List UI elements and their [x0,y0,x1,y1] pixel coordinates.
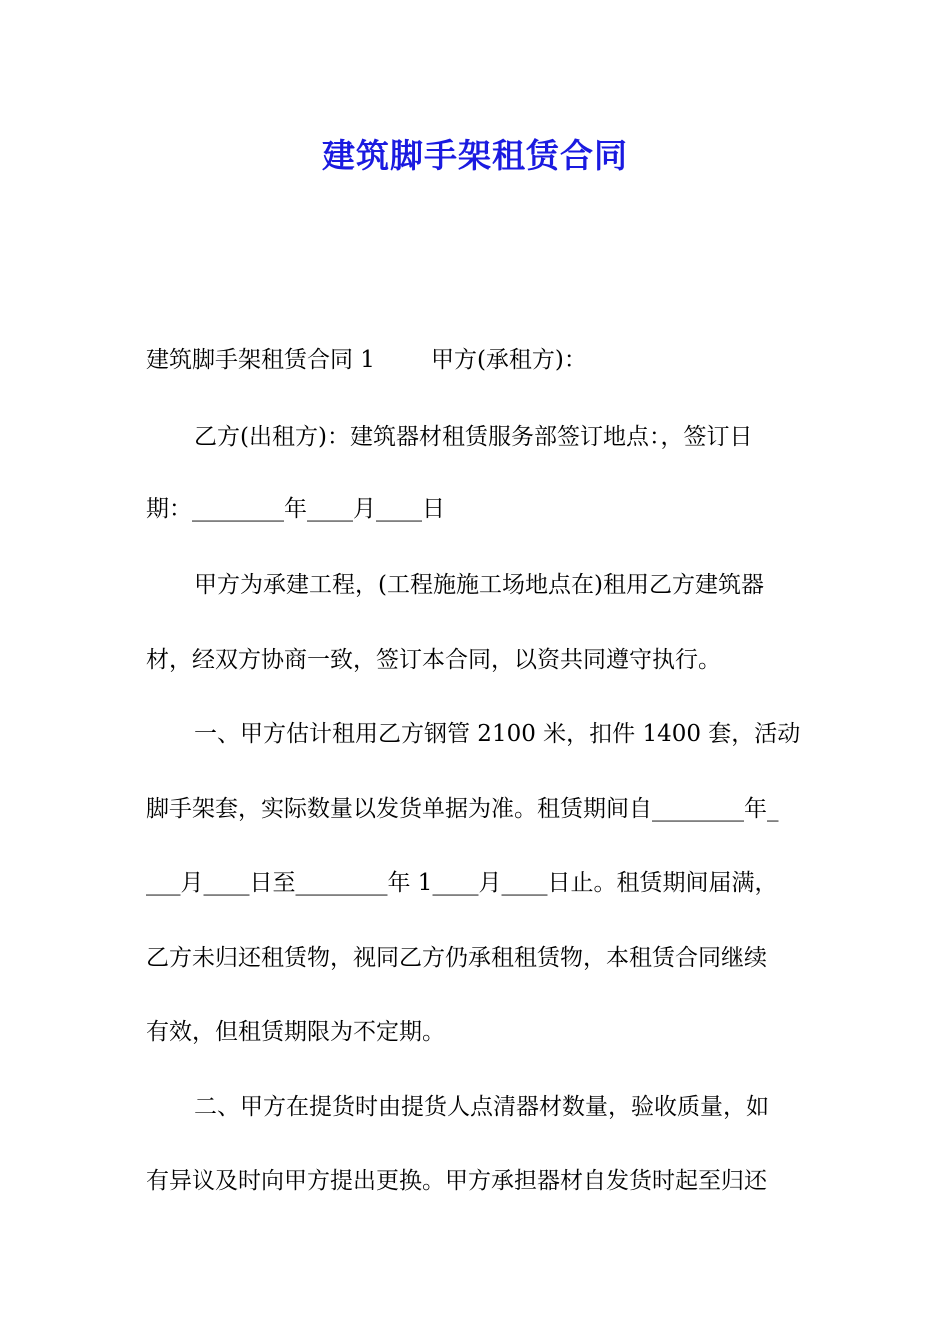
paragraph-line-3: 期：________年____月____日 [146,496,445,522]
paragraph-line-8: ___月____日至________年 1____月____日止。租赁期间届满， [146,870,778,896]
party-a-label: 甲方(承租方)： [430,347,587,373]
paragraph-line-11: 二、甲方在提货时由提货人点清器材数量，验收质量，如 [194,1094,769,1120]
paragraph-line-1 [146,345,811,375]
paragraph-line-9: 乙方未归还租赁物，视同乙方仍承租租赁物，本租赁合同继续 [146,945,767,971]
paragraph-line-4: 甲方为承建工程，(工程施施工场地点在)租用乙方建筑器 [194,572,764,598]
document-title: 建筑脚手架租赁合同 [322,136,628,175]
paragraph-line-12: 有异议及时向甲方提出更换。甲方承担器材自发货时起至归还 [146,1168,767,1194]
paragraph-line-2: 乙方(出租方)：建筑器材租赁服务部签订地点：，签订日 [194,424,753,450]
paragraph-line-7: 脚手架套，实际数量以发货单据为准。租赁期间自________年_ [146,796,779,822]
paragraph-line-5: 材，经双方协商一致，签订本合同，以资共同遵守执行。 [146,647,721,673]
paragraph-line-6: 一、甲方估计租用乙方钢管 2100 米，扣件 1400 套，活动 [194,721,801,747]
paragraph-line-10: 有效，但租赁期限为不定期。 [146,1019,445,1045]
contract-number-label: 建筑脚手架租赁合同 1 [146,347,375,373]
